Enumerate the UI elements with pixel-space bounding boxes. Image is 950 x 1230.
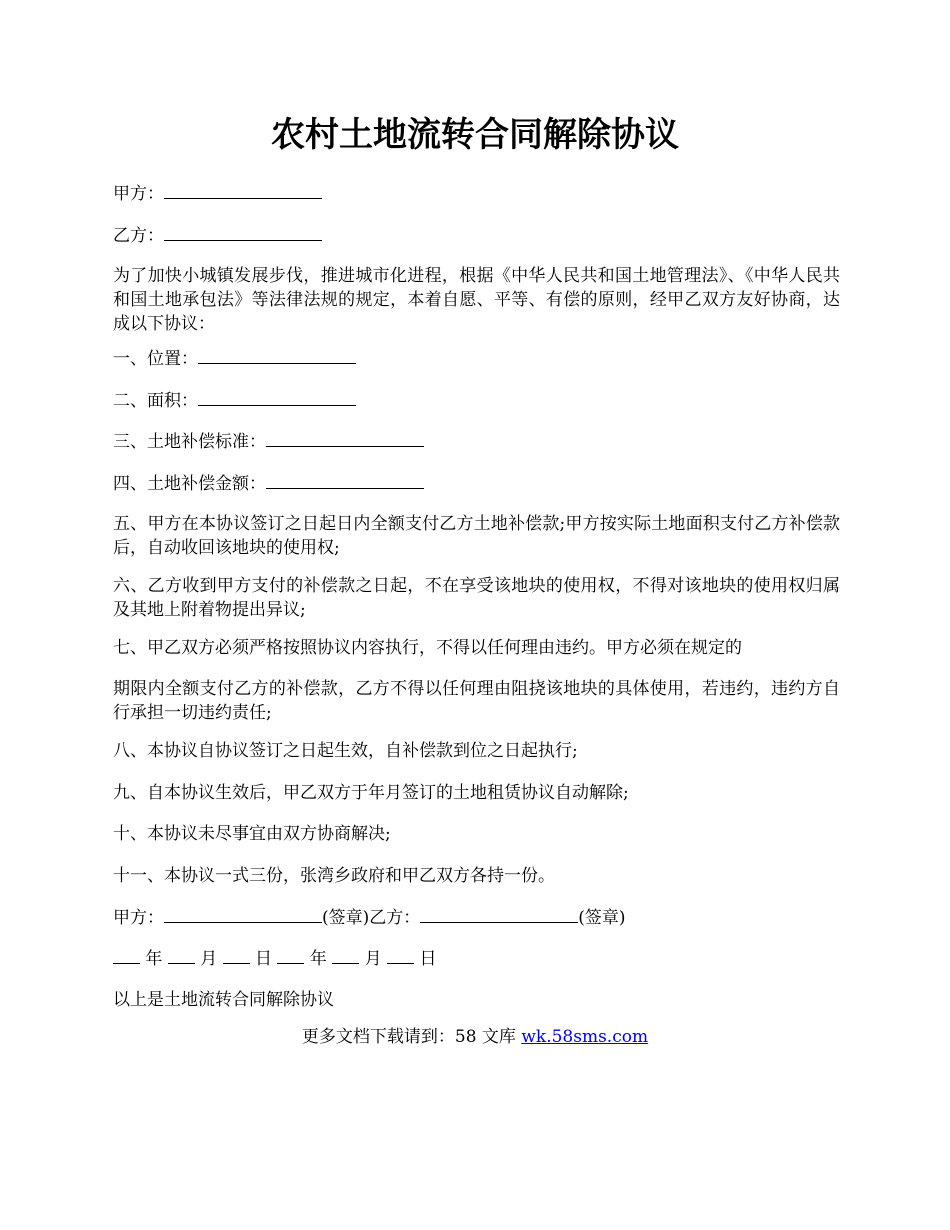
day-blank-b — [387, 946, 414, 964]
month-label-a: 月 — [200, 949, 218, 969]
footer-text: 更多文档下载请到：58 文库 — [301, 1027, 522, 1047]
closing-line: 以上是土地流转合同解除协议 — [113, 990, 334, 1010]
item-seven-line2: 期限内全额支付乙方的补偿款，乙方不得以任何理由阻挠该地块的具体使用，若违约，违约方自行承担一切违约责任; — [113, 679, 840, 723]
day-label-b: 日 — [419, 949, 437, 969]
sign-party-a-label: 甲方： — [113, 908, 164, 928]
item-area-label: 二、面积： — [113, 391, 198, 411]
party-a-blank — [164, 181, 322, 199]
item-eleven: 十一、本协议一式三份，张湾乡政府和甲乙双方各持一份。 — [113, 866, 555, 886]
day-blank-a — [223, 946, 250, 964]
item-compensation-amount — [113, 471, 840, 496]
year-label-b: 年 — [309, 949, 327, 969]
item-seven-line1: 七、甲乙双方必须严格按照协议内容执行，不得以任何理由违约。甲方必须在规定的 — [113, 638, 742, 658]
sign-stamp-b: (签章) — [578, 908, 626, 928]
item-location-label: 一、位置： — [113, 349, 198, 369]
item-ten: 十、本协议未尽事宜由双方协商解决; — [113, 824, 391, 844]
party-b-label: 乙方： — [113, 226, 164, 246]
sign-party-b-blank — [420, 905, 578, 923]
item-nine: 九、自本协议生效后，甲乙双方于年月签订的土地租赁协议自动解除; — [113, 783, 629, 803]
sign-stamp-a: (签章)乙方： — [322, 908, 421, 928]
document-title: 农村土地流转合同解除协议 — [271, 115, 679, 155]
signature-line — [113, 905, 840, 930]
day-label-a: 日 — [255, 949, 273, 969]
month-blank-a — [168, 946, 195, 964]
month-label-b: 月 — [364, 949, 382, 969]
item-eight: 八、本协议自协议签订之日起生效，自补偿款到位之日起执行; — [113, 741, 578, 761]
year-blank-a — [113, 946, 140, 964]
sign-party-a-blank — [164, 905, 322, 923]
item-location — [113, 346, 840, 371]
intro-paragraph: 为了加快小城镇发展步伐，推进城市化进程，根据《中华人民共和国土地管理法》、《中华人民共和国土地承包法》等法律法规的规定，本着自愿、平等、有偿的原则，经甲乙双方友好协商，达成以下协议： — [113, 266, 840, 334]
party-b-line — [113, 223, 840, 248]
footer-link[interactable]: wk.58sms.com — [521, 1027, 649, 1047]
date-line — [113, 946, 840, 971]
party-a-line — [113, 181, 840, 206]
item-six: 六、乙方收到甲方支付的补偿款之日起，不在享受该地块的使用权，不得对该地块的使用权归属及其地上附着物提出异议; — [113, 576, 840, 620]
compensation-amount-blank — [266, 471, 424, 489]
area-blank — [198, 388, 356, 406]
month-blank-b — [332, 946, 359, 964]
item-five: 五、甲方在本协议签订之日起日内全额支付乙方土地补偿款;甲方按实际土地面积支付乙方补偿款后，自动收回该地块的使用权; — [113, 514, 840, 558]
item-compensation-standard — [113, 429, 840, 454]
item-compensation-amount-label: 四、土地补偿金额： — [113, 474, 266, 494]
footer — [0, 1025, 950, 1049]
item-compensation-standard-label: 三、土地补偿标准： — [113, 432, 266, 452]
item-area — [113, 388, 840, 413]
party-a-label: 甲方： — [113, 184, 164, 204]
party-b-blank — [164, 223, 322, 241]
location-blank — [198, 346, 356, 364]
compensation-standard-blank — [266, 429, 424, 447]
year-blank-b — [277, 946, 304, 964]
year-label-a: 年 — [145, 949, 163, 969]
